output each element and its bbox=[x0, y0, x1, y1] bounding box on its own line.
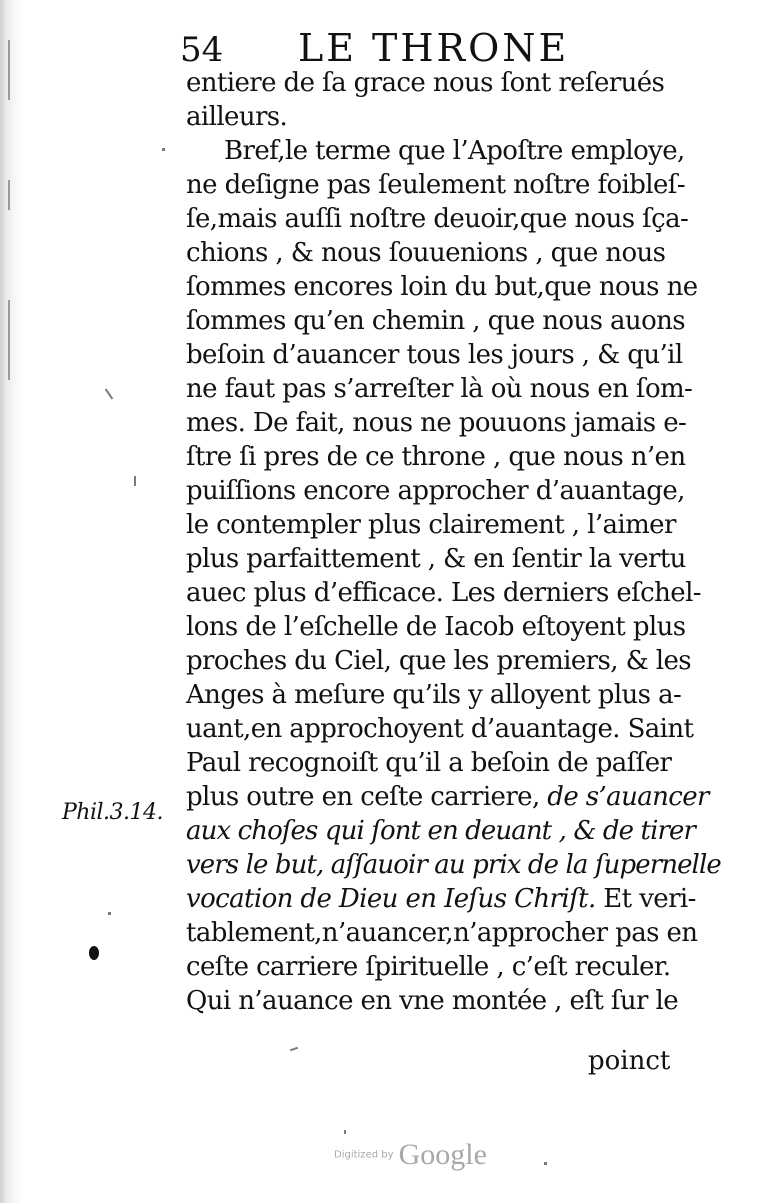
print-speck bbox=[344, 1130, 346, 1134]
text-line: ailleurs. bbox=[186, 102, 288, 132]
gutter-mark bbox=[8, 300, 10, 380]
print-speck bbox=[162, 148, 165, 151]
gutter-mark bbox=[8, 40, 10, 100]
text-line: plus parfaittement , & en ſentir la vertu bbox=[186, 544, 686, 574]
text-line: Qui n’auance en vne montée , eſt ſur le bbox=[186, 986, 678, 1016]
print-speck bbox=[108, 912, 111, 915]
quote-line bbox=[186, 780, 709, 814]
text-line: ſommes encores loin du but,que nous ne bbox=[186, 272, 698, 302]
watermark-logo: Google bbox=[398, 1138, 487, 1171]
text-line: lons de l’eſchelle de Iacob eſtoyent plus bbox=[186, 612, 686, 642]
text-line: mes. De fait, nous ne pouuons jamais e- bbox=[186, 408, 687, 438]
text-line: le contempler plus clairement , l’aimer bbox=[186, 510, 676, 540]
italic-quote-line: aux choſes qui ſont en deuant , & de tirer bbox=[186, 816, 696, 846]
text-line: ne deſigne pas ſeulement noſtre foibleſ- bbox=[186, 170, 686, 200]
quote-lead-text: plus outre en ceſte carriere, bbox=[186, 782, 548, 812]
text-line: beſoin d’auancer tous les jours , & qu’il bbox=[186, 340, 683, 370]
text-line: ceſte carriere ſpirituelle , c’eſt reculer. bbox=[186, 952, 671, 982]
text-line: ſe,mais auſſi noſtre deuoir,que nous ſça- bbox=[186, 204, 689, 234]
vocation-line bbox=[186, 882, 696, 916]
ink-blot bbox=[89, 946, 99, 960]
quote-italic-text: de s’auancer bbox=[547, 782, 709, 812]
text-line: entiere de ſa grace nous ſont reſerués bbox=[186, 68, 665, 98]
text-line: auec plus d’efficace. Les derniers eſchel- bbox=[186, 578, 701, 608]
body-text bbox=[186, 66, 721, 1018]
text-line: ſtre ſi pres de ce throne , que nous n’en bbox=[186, 442, 686, 472]
digitized-watermark bbox=[334, 1138, 487, 1172]
page-number: 54 bbox=[180, 30, 224, 70]
print-speck bbox=[134, 476, 136, 486]
gutter-mark bbox=[8, 180, 10, 210]
margin-reference-note: Phil.3.14. bbox=[62, 800, 164, 825]
page-header bbox=[180, 22, 610, 72]
text-line: Paul recognoiſt qu’il a beſoin de paſſer bbox=[186, 748, 672, 778]
text-line: chions , & nous ſouuenions , que nous bbox=[186, 238, 666, 268]
print-speck bbox=[290, 1047, 298, 1052]
text-line: Anges à meſure qu’ils y alloyent plus a- bbox=[186, 680, 682, 710]
vocation-italic-text: vocation de Dieu en Ieſus Chriſt. bbox=[186, 884, 596, 914]
text-line: Bref,le terme que l’Apoſtre employe, bbox=[224, 136, 685, 166]
text-line: ne faut pas s’arreſter là où nous en ſom- bbox=[186, 374, 693, 404]
text-line: tablement,n’auancer,n’approcher pas en bbox=[186, 918, 698, 948]
page-gutter-edge bbox=[0, 0, 22, 1203]
print-speck bbox=[544, 1162, 547, 1165]
italic-quote-line: vers le but, aſſauoir au prix de la ſupernelle bbox=[186, 850, 721, 880]
vocation-roman-text: Et veri- bbox=[595, 884, 696, 914]
running-title: LE THRONE bbox=[298, 26, 570, 70]
text-line: ſommes qu’en chemin , que nous auons bbox=[186, 306, 686, 336]
text-line: uant,en approchoyent d’auantage. Saint bbox=[186, 714, 694, 744]
print-speck bbox=[105, 389, 114, 400]
watermark-caption: Digitized by bbox=[334, 1149, 394, 1161]
text-line: puiſſions encore approcher d’auantage, bbox=[186, 476, 685, 506]
catchword: poinct bbox=[588, 1046, 671, 1076]
text-line: proches du Ciel, que les premiers, & les bbox=[186, 646, 692, 676]
